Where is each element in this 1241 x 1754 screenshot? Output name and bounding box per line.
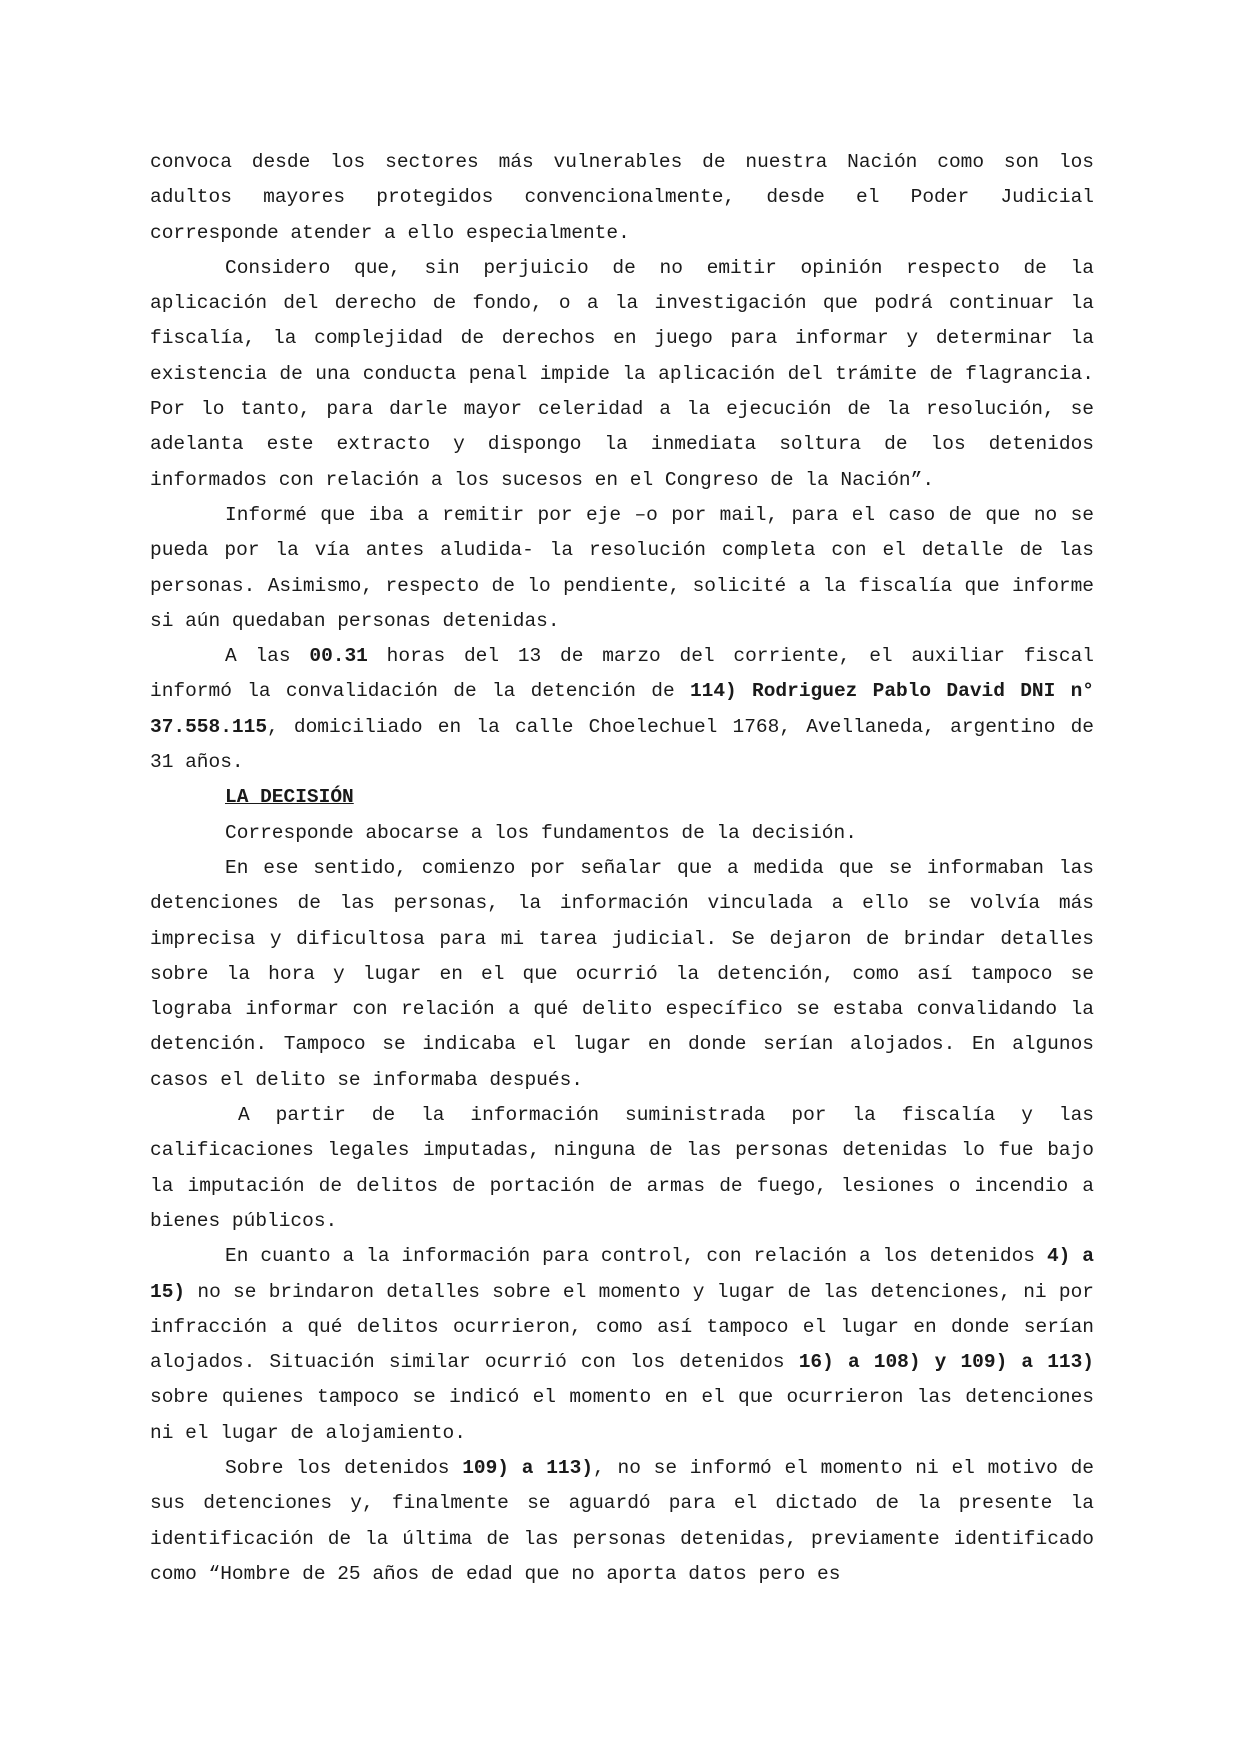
text-run: , domiciliado en la calle Choelechuel 1768, Avellaneda, argentino de 31 años.	[150, 715, 1094, 774]
text-run: Sobre los detenidos	[225, 1456, 463, 1479]
paragraph-1: convoca desde los sectores más vulnerables de nuestra Nación como son los adultos mayores protegidos convencionalmente, desde el Poder Judicial corresponde atender a ello especialmente.	[150, 151, 1094, 244]
bold-detainees-range: 16) a 108) y 109) a 113)	[798, 1351, 1094, 1374]
text-run: , no se informó el momento ni el motivo de sus detenciones y, finalmente se aguardó para el dictado de la presente la identificación de la última de las personas detenidas, previamente identificado como “Hombre de 25 años de edad que no aporta datos pero es	[150, 1456, 1094, 1585]
text-run: sobre quienes tampoco se indicó el momento en el que ocurrieron las detenciones ni el lugar de alojamiento.	[150, 1386, 1094, 1444]
document-page	[150, 145, 1094, 1592]
paragraph-5: Corresponde abocarse a los fundamentos de la decisión.	[225, 821, 857, 844]
paragraph-2: Considero que, sin perjuicio de no emitir opinión respecto de la aplicación del derecho de fondo, o a la investigación que podrá continuar la fiscalía, la complejidad de derechos en juego para informar y determinar la existencia de una conducta penal impide la aplicación del trámite de flagrancia. Por lo tanto, para darle mayor celeridad a la ejecución de la resolución, se adelanta este extracto y dispongo la inmediata soltura de los detenidos informados con relación a los sucesos en el Congreso de la Nación”.	[150, 256, 1094, 491]
paragraph-9	[150, 1451, 1094, 1592]
paragraph-3: Informé que iba a remitir por eje –o por mail, para el caso de que no se pueda por la vía antes aludida- la resolución completa con el detalle de las personas. Asimismo, respecto de lo pendiente, solicité a la fiscalía que informe si aún quedaban personas detenidas.	[150, 503, 1094, 632]
paragraph-6: En ese sentido, comienzo por señalar que a medida que se informaban las detenciones de las personas, la información vinculada a ello se volvía más imprecisa y dificultosa para mi tarea judicial. Se dejaron de brindar detalles sobre la hora y lugar en el que ocurrió la detención, como así tampoco se lograba informar con relación a qué delito específico se estaba convalidando la detención. Tampoco se indicaba el lugar en donde serían alojados. En algunos casos el delito se informaba después.	[150, 856, 1094, 1091]
text-run: horas del 13 de marzo del corriente, el auxiliar fiscal informó la convalidación de la detención de	[150, 645, 1094, 703]
paragraph-8	[150, 1239, 1094, 1451]
text-run: A las	[225, 645, 310, 668]
bold-detainee: 114) Rodriguez Pablo David DNI n° 37.558.115	[150, 680, 1094, 738]
paragraph-7: A partir de la información suministrada por la fiscalía y las calificaciones legales imputadas, ninguna de las personas detenidas lo fue bajo la imputación de delitos de portación de armas de fuego, lesiones o incendio a bienes públicos.	[150, 1104, 1094, 1232]
text-run: no se brindaron detalles sobre el momento y lugar de las detenciones, ni por infracción a qué delitos ocurrieron, como así tampoco el lugar en donde serían alojados. Situación similar ocurrió con los detenidos	[150, 1280, 1094, 1374]
bold-time: 00.31	[309, 645, 368, 668]
bold-detainees-range: 109) a 113)	[462, 1456, 594, 1479]
section-heading: LA DECISIÓN	[225, 786, 354, 809]
text-run: En cuanto a la información para control, con relación a los detenidos	[225, 1245, 1047, 1268]
paragraph-4	[150, 639, 1094, 780]
bold-detainees-range: 4) a 15)	[150, 1245, 1094, 1303]
